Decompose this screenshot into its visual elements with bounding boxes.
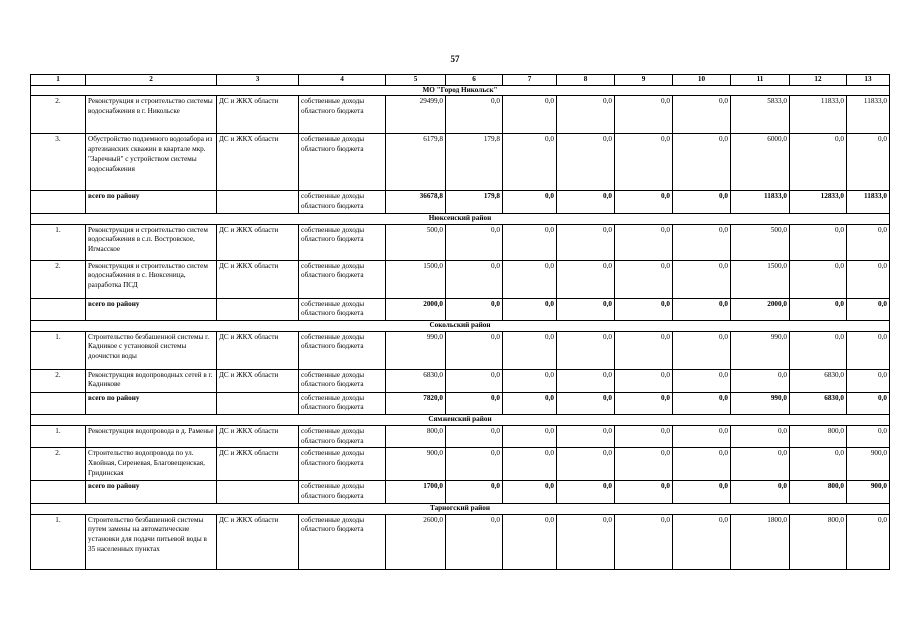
executor: ДС и ЖКХ области bbox=[217, 425, 299, 447]
amount-cell: 0,0 bbox=[790, 260, 847, 298]
amount-cell: 0,0 bbox=[446, 448, 503, 481]
table-row bbox=[31, 514, 890, 569]
amount-cell: 0,0 bbox=[615, 96, 673, 134]
table-row bbox=[31, 224, 890, 260]
column-number: 3 bbox=[217, 75, 299, 86]
measure-name: Реконструкция водопроводных сетей в г. Кадникове bbox=[86, 369, 217, 392]
row-number: 1. bbox=[31, 224, 86, 260]
section-title: МО "Город Никольск" bbox=[31, 85, 890, 96]
amount-cell: 0,0 bbox=[673, 134, 731, 191]
executor bbox=[217, 481, 299, 503]
amount-cell: 990,0 bbox=[386, 331, 446, 369]
measure-name: всего по району bbox=[86, 481, 217, 503]
amount-cell: 0,0 bbox=[790, 134, 847, 191]
amount-cell: 0,0 bbox=[557, 369, 615, 392]
amount-cell: 0,0 bbox=[503, 369, 557, 392]
total-row bbox=[31, 392, 890, 414]
funding-source: собственные доходы областного бюджета bbox=[299, 514, 386, 569]
section-title: Нюксенский район bbox=[31, 213, 890, 224]
row-number: 1. bbox=[31, 425, 86, 447]
amount-cell: 1700,0 bbox=[386, 481, 446, 503]
row-number: 2. bbox=[31, 96, 86, 134]
amount-cell: 0,0 bbox=[731, 448, 790, 481]
table-row bbox=[31, 260, 890, 298]
funding-source: собственные доходы областного бюджета bbox=[299, 369, 386, 392]
amount-cell: 0,0 bbox=[503, 224, 557, 260]
amount-cell: 0,0 bbox=[847, 425, 890, 447]
measure-name: Реконструкция водопровода в д. Раменье bbox=[86, 425, 217, 447]
amount-cell: 0,0 bbox=[673, 369, 731, 392]
section-header-row bbox=[31, 85, 890, 96]
amount-cell: 0,0 bbox=[673, 191, 731, 213]
funding-source: собственные доходы областного бюджета bbox=[299, 191, 386, 213]
amount-cell: 6830,0 bbox=[790, 392, 847, 414]
section-header-row bbox=[31, 321, 890, 332]
row-number: 3. bbox=[31, 134, 86, 191]
column-number: 10 bbox=[673, 75, 731, 86]
amount-cell: 0,0 bbox=[673, 392, 731, 414]
amount-cell: 0,0 bbox=[847, 224, 890, 260]
amount-cell: 0,0 bbox=[673, 96, 731, 134]
amount-cell: 7820,0 bbox=[386, 392, 446, 414]
table-row bbox=[31, 331, 890, 369]
amount-cell: 6830,0 bbox=[790, 369, 847, 392]
amount-cell: 0,0 bbox=[446, 481, 503, 503]
amount-cell: 11833,0 bbox=[847, 96, 890, 134]
amount-cell: 0,0 bbox=[615, 448, 673, 481]
row-number: 2. bbox=[31, 260, 86, 298]
amount-cell: 500,0 bbox=[386, 224, 446, 260]
amount-cell: 0,0 bbox=[557, 298, 615, 320]
amount-cell: 0,0 bbox=[446, 392, 503, 414]
amount-cell: 0,0 bbox=[557, 134, 615, 191]
amount-cell: 11833,0 bbox=[790, 96, 847, 134]
row-number: 1. bbox=[31, 514, 86, 569]
table-row bbox=[31, 425, 890, 447]
executor: ДС и ЖКХ области bbox=[217, 514, 299, 569]
amount-cell: 0,0 bbox=[503, 514, 557, 569]
row-number bbox=[31, 191, 86, 213]
amount-cell: 0,0 bbox=[615, 369, 673, 392]
amount-cell: 990,0 bbox=[731, 392, 790, 414]
section-header-row bbox=[31, 415, 890, 426]
amount-cell: 800,0 bbox=[386, 425, 446, 447]
measure-name: Обустройство подземного водозабора из артезианских скважин в квартале мкр. "Заречный" с устройством системы водоснабжения bbox=[86, 134, 217, 191]
funding-source: собственные доходы областного бюджета bbox=[299, 448, 386, 481]
table-row bbox=[31, 448, 890, 481]
amount-cell: 0,0 bbox=[847, 392, 890, 414]
amount-cell: 0,0 bbox=[731, 481, 790, 503]
column-number: 6 bbox=[446, 75, 503, 86]
amount-cell: 0,0 bbox=[847, 331, 890, 369]
executor: ДС и ЖКХ области bbox=[217, 224, 299, 260]
executor: ДС и ЖКХ области bbox=[217, 134, 299, 191]
funding-source: собственные доходы областного бюджета bbox=[299, 96, 386, 134]
column-number: 4 bbox=[299, 75, 386, 86]
amount-cell: 0,0 bbox=[673, 425, 731, 447]
amount-cell: 0,0 bbox=[503, 392, 557, 414]
amount-cell: 0,0 bbox=[673, 298, 731, 320]
section-title: Сямженский район bbox=[31, 415, 890, 426]
measure-name: всего по району bbox=[86, 191, 217, 213]
column-number: 11 bbox=[731, 75, 790, 86]
amount-cell: 0,0 bbox=[557, 425, 615, 447]
amount-cell: 0,0 bbox=[503, 425, 557, 447]
executor bbox=[217, 298, 299, 320]
measure-name: Реконструкция и строительство системы водоснабжения в г. Никольске bbox=[86, 96, 217, 134]
measure-name: Реконструкция и строительство систем водоснабжения в с. Нюксеница, разработка ПСД bbox=[86, 260, 217, 298]
amount-cell: 11833,0 bbox=[847, 191, 890, 213]
amount-cell: 0,0 bbox=[557, 392, 615, 414]
funding-source: собственные доходы областного бюджета bbox=[299, 392, 386, 414]
amount-cell: 0,0 bbox=[557, 224, 615, 260]
amount-cell: 0,0 bbox=[446, 425, 503, 447]
column-number: 1 bbox=[31, 75, 86, 86]
funding-source: собственные доходы областного бюджета bbox=[299, 134, 386, 191]
amount-cell: 1500,0 bbox=[731, 260, 790, 298]
amount-cell: 1800,0 bbox=[731, 514, 790, 569]
amount-cell: 12833,0 bbox=[790, 191, 847, 213]
amount-cell: 0,0 bbox=[673, 260, 731, 298]
executor: ДС и ЖКХ области bbox=[217, 369, 299, 392]
amount-cell: 0,0 bbox=[503, 331, 557, 369]
amount-cell: 0,0 bbox=[557, 96, 615, 134]
table-row bbox=[31, 96, 890, 134]
amount-cell: 0,0 bbox=[446, 298, 503, 320]
amount-cell: 0,0 bbox=[557, 260, 615, 298]
table-row bbox=[31, 369, 890, 392]
executor bbox=[217, 392, 299, 414]
amount-cell: 0,0 bbox=[557, 448, 615, 481]
column-number: 7 bbox=[503, 75, 557, 86]
amount-cell: 5833,0 bbox=[731, 96, 790, 134]
amount-cell: 2000,0 bbox=[731, 298, 790, 320]
amount-cell: 6179,8 bbox=[386, 134, 446, 191]
amount-cell: 0,0 bbox=[615, 191, 673, 213]
row-number: 2. bbox=[31, 369, 86, 392]
amount-cell: 0,0 bbox=[503, 134, 557, 191]
amount-cell: 29499,0 bbox=[386, 96, 446, 134]
measure-name: Строительство водопровода по ул. Хвойная, Сиреневая, Благовещенская, Гридинская bbox=[86, 448, 217, 481]
funding-source: собственные доходы областного бюджета bbox=[299, 298, 386, 320]
amount-cell: 2000,0 bbox=[386, 298, 446, 320]
funding-source: собственные доходы областного бюджета bbox=[299, 425, 386, 447]
amount-cell: 900,0 bbox=[386, 448, 446, 481]
column-number: 8 bbox=[557, 75, 615, 86]
table-row bbox=[31, 134, 890, 191]
amount-cell: 0,0 bbox=[790, 298, 847, 320]
amount-cell: 0,0 bbox=[847, 260, 890, 298]
measure-name: всего по району bbox=[86, 392, 217, 414]
amount-cell: 500,0 bbox=[731, 224, 790, 260]
amount-cell: 0,0 bbox=[446, 369, 503, 392]
amount-cell: 0,0 bbox=[847, 369, 890, 392]
amount-cell: 0,0 bbox=[446, 224, 503, 260]
amount-cell: 900,0 bbox=[847, 481, 890, 503]
section-header-row bbox=[31, 503, 890, 514]
amount-cell: 0,0 bbox=[503, 481, 557, 503]
amount-cell: 36678,8 bbox=[386, 191, 446, 213]
executor: ДС и ЖКХ области bbox=[217, 448, 299, 481]
column-number: 2 bbox=[86, 75, 217, 86]
amount-cell: 0,0 bbox=[503, 260, 557, 298]
amount-cell: 0,0 bbox=[557, 191, 615, 213]
amount-cell: 800,0 bbox=[790, 481, 847, 503]
amount-cell: 11833,0 bbox=[731, 191, 790, 213]
amount-cell: 0,0 bbox=[503, 448, 557, 481]
amount-cell: 0,0 bbox=[503, 191, 557, 213]
amount-cell: 0,0 bbox=[731, 369, 790, 392]
amount-cell: 0,0 bbox=[673, 448, 731, 481]
section-title: Сокольский район bbox=[31, 321, 890, 332]
amount-cell: 0,0 bbox=[847, 514, 890, 569]
funding-source: собственные доходы областного бюджета bbox=[299, 331, 386, 369]
amount-cell: 800,0 bbox=[790, 425, 847, 447]
total-row bbox=[31, 298, 890, 320]
column-number: 12 bbox=[790, 75, 847, 86]
amount-cell: 990,0 bbox=[731, 331, 790, 369]
amount-cell: 6000,0 bbox=[731, 134, 790, 191]
amount-cell: 0,0 bbox=[673, 481, 731, 503]
total-row bbox=[31, 481, 890, 503]
amount-cell: 0,0 bbox=[615, 481, 673, 503]
funding-source: собственные доходы областного бюджета bbox=[299, 224, 386, 260]
amount-cell: 0,0 bbox=[673, 331, 731, 369]
table-body bbox=[31, 75, 890, 570]
row-number: 2. bbox=[31, 448, 86, 481]
amount-cell: 0,0 bbox=[615, 392, 673, 414]
amount-cell: 0,0 bbox=[847, 298, 890, 320]
funding-source: собственные доходы областного бюджета bbox=[299, 260, 386, 298]
amount-cell: 179,8 bbox=[446, 134, 503, 191]
amount-cell: 0,0 bbox=[615, 425, 673, 447]
measure-name: Строительство безбашенной системы г. Кадникое с установкой системы доочистки воды bbox=[86, 331, 217, 369]
funding-source: собственные доходы областного бюджета bbox=[299, 481, 386, 503]
budget-table bbox=[30, 74, 890, 570]
amount-cell: 0,0 bbox=[446, 96, 503, 134]
measure-name: Реконструкция и строительство систем водоснабжения в с.п. Востровское, Игмасское bbox=[86, 224, 217, 260]
amount-cell: 0,0 bbox=[557, 514, 615, 569]
row-number bbox=[31, 298, 86, 320]
amount-cell: 6830,0 bbox=[386, 369, 446, 392]
page-number: 57 bbox=[450, 54, 460, 64]
column-number-row bbox=[31, 75, 890, 86]
amount-cell: 0,0 bbox=[731, 425, 790, 447]
section-header-row bbox=[31, 213, 890, 224]
amount-cell: 1500,0 bbox=[386, 260, 446, 298]
amount-cell: 0,0 bbox=[446, 260, 503, 298]
total-row bbox=[31, 191, 890, 213]
row-number bbox=[31, 481, 86, 503]
amount-cell: 179,8 bbox=[446, 191, 503, 213]
amount-cell: 0,0 bbox=[790, 224, 847, 260]
measure-name: Строительство безбашенной системы путем замены на автоматические установки для подачи питьевой воды в 35 населенных пунктах bbox=[86, 514, 217, 569]
amount-cell: 0,0 bbox=[446, 514, 503, 569]
column-number: 13 bbox=[847, 75, 890, 86]
column-number: 5 bbox=[386, 75, 446, 86]
amount-cell: 0,0 bbox=[790, 331, 847, 369]
amount-cell: 0,0 bbox=[615, 134, 673, 191]
amount-cell: 0,0 bbox=[615, 331, 673, 369]
column-number: 9 bbox=[615, 75, 673, 86]
amount-cell: 2600,0 bbox=[386, 514, 446, 569]
executor: ДС и ЖКХ области bbox=[217, 260, 299, 298]
row-number bbox=[31, 392, 86, 414]
executor: ДС и ЖКХ области bbox=[217, 331, 299, 369]
amount-cell: 0,0 bbox=[790, 448, 847, 481]
measure-name: всего по району bbox=[86, 298, 217, 320]
executor bbox=[217, 191, 299, 213]
amount-cell: 900,0 bbox=[847, 448, 890, 481]
amount-cell: 0,0 bbox=[503, 96, 557, 134]
section-title: Тарногский район bbox=[31, 503, 890, 514]
amount-cell: 0,0 bbox=[673, 224, 731, 260]
executor: ДС и ЖКХ области bbox=[217, 96, 299, 134]
amount-cell: 0,0 bbox=[615, 224, 673, 260]
amount-cell: 0,0 bbox=[673, 514, 731, 569]
amount-cell: 0,0 bbox=[615, 298, 673, 320]
amount-cell: 800,0 bbox=[790, 514, 847, 569]
amount-cell: 0,0 bbox=[615, 514, 673, 569]
amount-cell: 0,0 bbox=[615, 260, 673, 298]
row-number: 1. bbox=[31, 331, 86, 369]
amount-cell: 0,0 bbox=[557, 481, 615, 503]
amount-cell: 0,0 bbox=[503, 298, 557, 320]
amount-cell: 0,0 bbox=[557, 331, 615, 369]
amount-cell: 0,0 bbox=[446, 331, 503, 369]
amount-cell: 0,0 bbox=[847, 134, 890, 191]
